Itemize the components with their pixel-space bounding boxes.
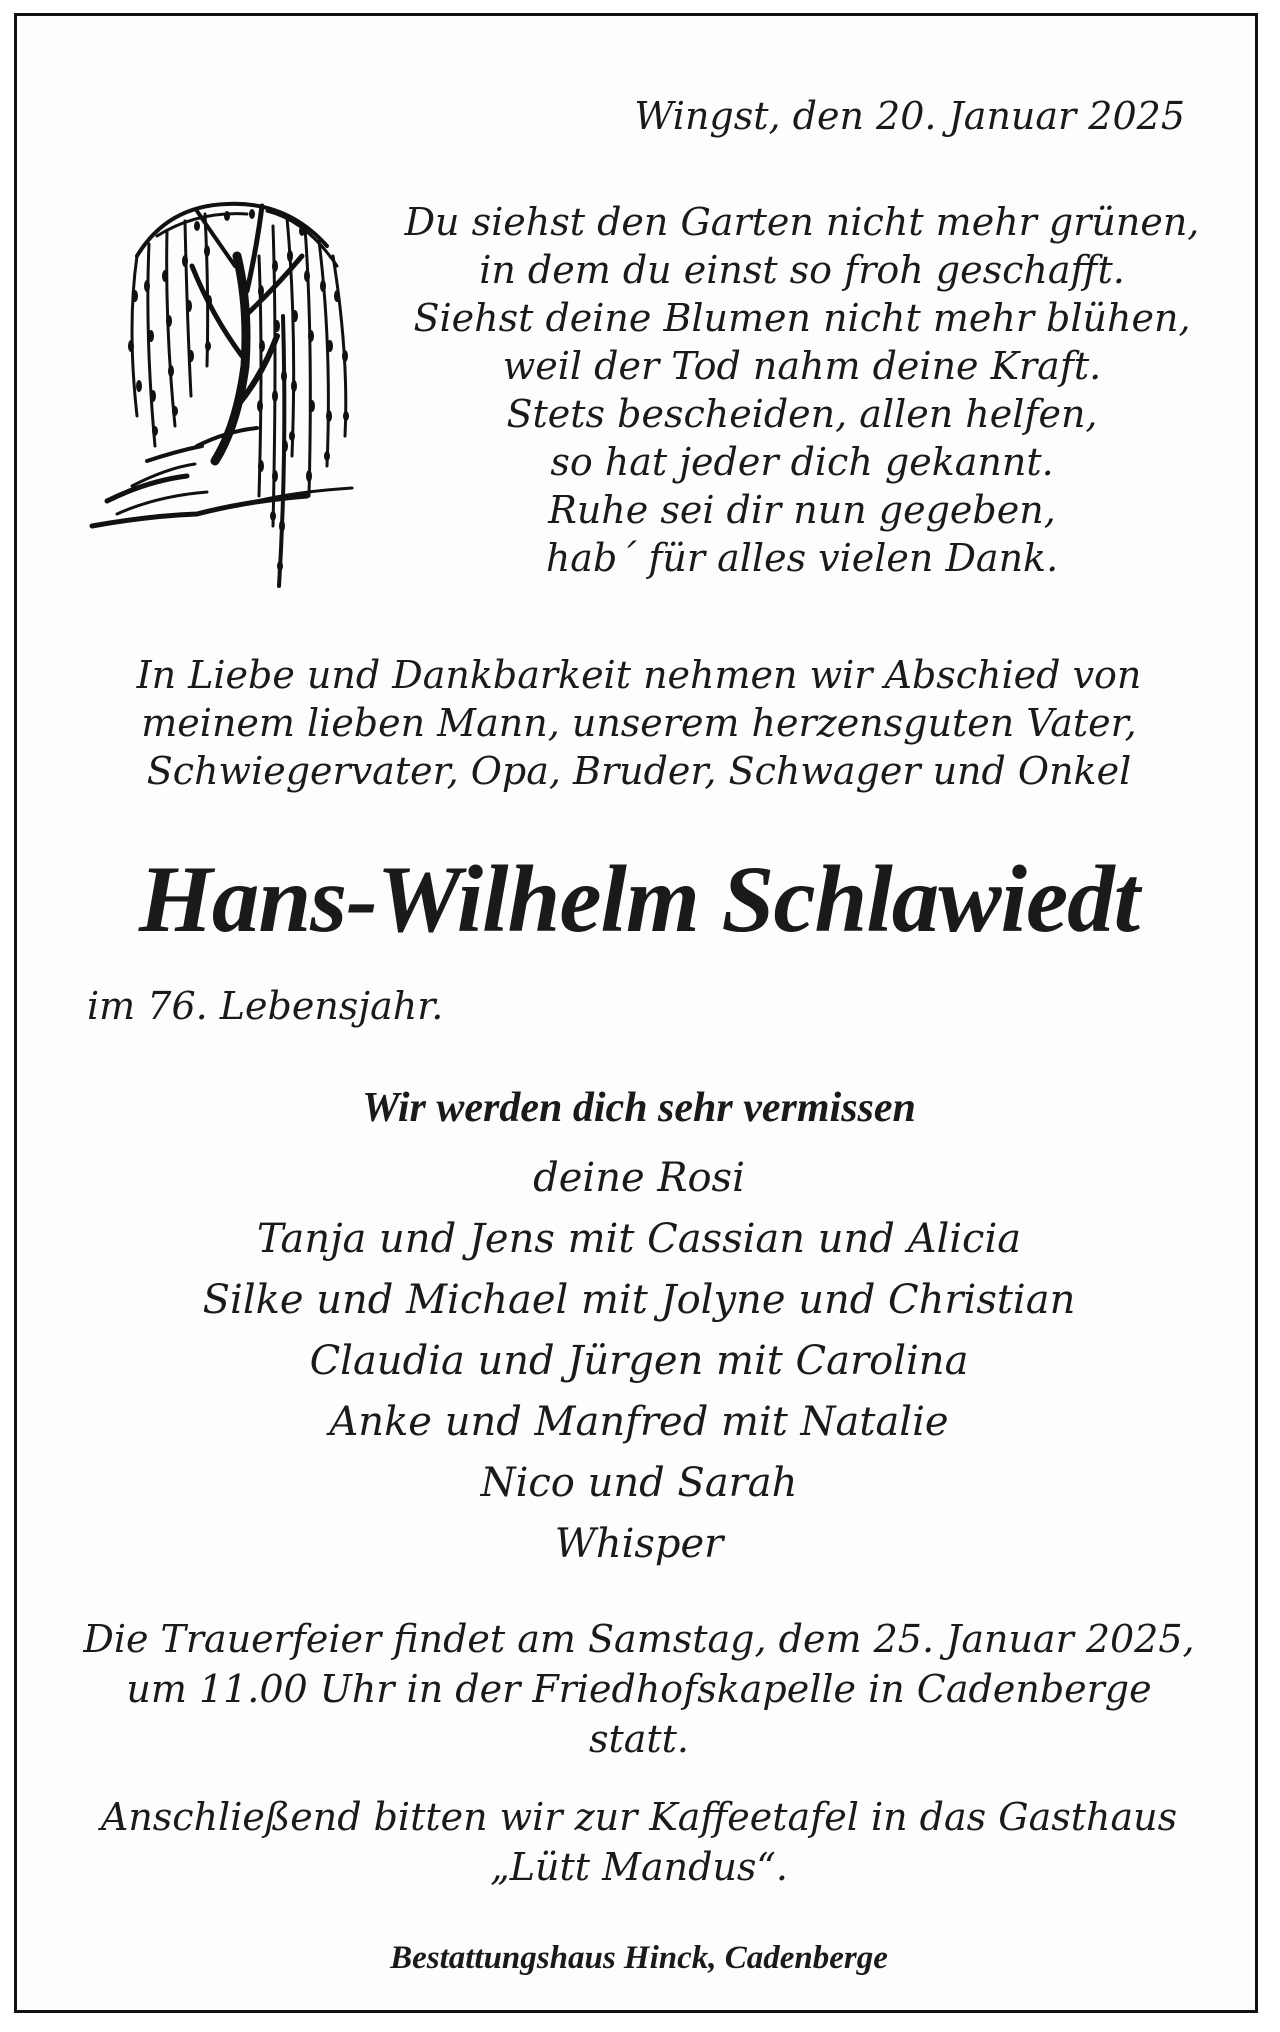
poem-line: weil der Tod nahm deine Kraft. [502, 344, 1102, 388]
mourners-list [57, 1148, 1221, 1575]
obituary-notice [14, 13, 1258, 2013]
memorial-poem [377, 198, 1227, 582]
poem-line: Stets bescheiden, allen helfen, [506, 392, 1098, 436]
age-line: im 76. Lebensjahr. [87, 984, 444, 1028]
mourner-entry: deine Rosi [533, 1155, 745, 1201]
funeral-line: Die Trauerfeier findet am Samstag, dem 25. Januar 2025, [83, 1617, 1195, 1661]
intro-line: meinem lieben Mann, unserem herzensguten Vater, [141, 701, 1137, 745]
reception-line: Anschließend bitten wir zur Kaffeetafel in das Gasthaus [100, 1795, 1178, 1839]
mourners-heading: Wir werden dich sehr vermissen [362, 1085, 916, 1131]
mourner-entry: Anke und Manfred mit Natalie [329, 1399, 949, 1445]
undertaker-name: Bestattungshaus Hinck, Cadenberge [390, 1940, 888, 1976]
poem-line: Ruhe sei dir nun gegeben, [548, 488, 1056, 532]
poem-line: hab´ für alles vielen Dank. [545, 536, 1059, 580]
intro-line: Schwiegervater, Opa, Bruder, Schwager und Onkel [146, 749, 1132, 793]
poem-line: in dem du einst so froh geschafft. [479, 248, 1125, 292]
poem-line: Du siehst den Garten nicht mehr grünen, [404, 200, 1200, 244]
funeral-details [57, 1614, 1221, 1764]
mourner-entry: Claudia und Jürgen mit Carolina [309, 1338, 969, 1384]
reception-line: „Lütt Mandus“. [490, 1845, 788, 1889]
intro-line: In Liebe und Dankbarkeit nehmen wir Abschied von [136, 653, 1142, 697]
mourner-entry: Tanja und Jens mit Cassian und Alicia [256, 1216, 1022, 1262]
poem-line: Siehst deine Blumen nicht mehr blühen, [413, 296, 1191, 340]
funeral-line: statt. [588, 1717, 690, 1761]
farewell-intro [57, 651, 1221, 795]
date-line: Wingst, den 20. Januar 2025 [634, 94, 1185, 138]
weeping-willow-icon [87, 196, 387, 596]
reception-details [57, 1792, 1221, 1892]
funeral-line: um 11.00 Uhr in der Friedhofskapelle in Cadenberge [126, 1667, 1152, 1711]
mourner-entry: Nico und Sarah [480, 1460, 798, 1506]
mourner-entry: Silke und Michael mit Jolyne und Christian [202, 1277, 1076, 1323]
poem-line: so hat jeder dich gekannt. [550, 440, 1054, 484]
mourner-entry: Whisper [554, 1521, 724, 1567]
deceased-name: Hans-Wilhelm Schlawiedt [138, 846, 1140, 952]
